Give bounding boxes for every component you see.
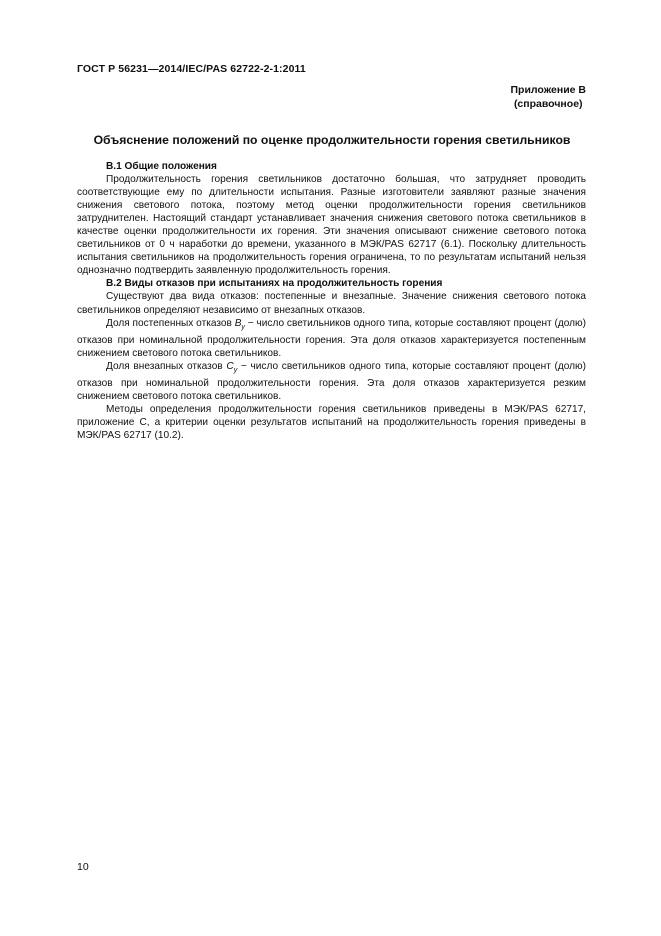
appendix-body <box>77 160 586 442</box>
section-b2-paragraph-1: Существуют два вида отказов: постепенные и внезапные. Значение снижения светового потока светильников определяют независимо от внезапных отказов. <box>77 291 586 316</box>
appendix-label: Приложение В <box>510 84 586 96</box>
section-b2-paragraph-3 <box>77 360 586 403</box>
paragraph-text: − число светильников одного типа, которые составляют процент (долю) отказов при номинальной продолжительности горения. Эта доля отказов характеризуется резким снижением светового потока светильников. <box>77 360 586 402</box>
paragraph-text: Доля внезапных отказов <box>106 360 227 372</box>
section-heading-b2: В.2 Виды отказов при испытаниях на продолжительность горения <box>106 278 443 290</box>
section-b1-paragraph: Продолжительность горения светильников достаточно большая, что затрудняет проводить соответствующие ему по длительности испытания. Разные изготовители заявляют разные значения снижения светового потока, поэтому метод оценки продолжительности горения светильников затруднителен. Настоящий стандарт устанавливает значения снижения светового потока светильников в качестве оценки продолжительности их горения. Эти значения описывают снижение светового потока светильников от 0 ч наработки до времени, указанного в МЭК/PAS 62717 (6.1). Поскольку длительность испытания светильников на продолжительность горения ограничена, то по результатам испытаний нельзя однозначно подтвердить заявленную продолжительность горения. <box>77 174 586 277</box>
appendix-type: (справочное) <box>513 98 583 110</box>
section-heading-b1: В.1 Общие положения <box>106 161 217 172</box>
section-b2-paragraph-2 <box>77 317 586 360</box>
appendix-title: Объяснение положений по оценке продолжительности горения светильников <box>93 133 571 147</box>
section-b2-paragraph-4: Методы определения продолжительности горения светильников приведены в МЭК/PAS 62717, приложение С, а критерии оценки результатов испытаний на продолжительность горения приведены в МЭК/PAS 62717 (10.2). <box>77 403 586 441</box>
page-number: 10 <box>77 861 89 873</box>
paragraph-text: Доля постепенных отказов <box>106 317 235 329</box>
symbol-c-y: $C_y$ <box>226 360 238 374</box>
paragraph-text: − число светильников одного типа, которые составляют процент (долю) отказов при номинальной продолжительности горения. Эта доля отказов характеризуется постепенным снижением светового потока светильников. <box>77 317 586 359</box>
document-code-header: ГОСТ Р 56231—2014/IEC/PAS 62722-2-1:2011 <box>77 63 306 75</box>
symbol-b-y: $B_y$ <box>234 317 245 331</box>
appendix-heading <box>510 83 586 111</box>
